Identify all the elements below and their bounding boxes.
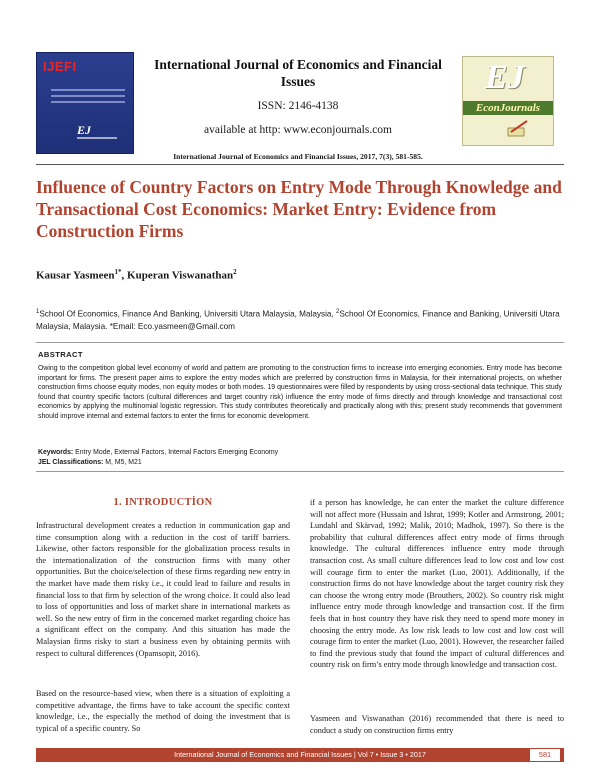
body-paragraph: Based on the resource-based view, when there is a situation of exploiting a competitive advantage, the firms have to take account the specific context knowledge, i.e., the especially the method of doing the investment that is typical of a specific country. So [36, 689, 290, 733]
body-paragraph: Infrastructural development creates a reduction in communication gap and time consumption along with a reduction in the cost of tariff barriers. Likewise, other factors responsible for the globalization process results in the internationalization of the construction firms with many other opportunities. But the choice/selection of these firms regarding new entry in the market have made them risky i.e., it could lead to failure and results in financial loss to that firm by selection of the wrong choice. It could also lead to loss of opportunities and loss of market share in international markets as well. So the new entry of firm in the concerned market regarding choice has a significant effect on the company. And this situation has made the Malaysian firms risky to start a business even by obtaining permits with respect to cultural differences (Opamsopit, 2016). [36, 521, 290, 658]
cover-logo-text: IJEFI [43, 59, 77, 74]
affiliations [36, 306, 564, 333]
journal-title: International Journal of Economics and Financial Issues [154, 57, 442, 89]
body-paragraph: if a person has knowledge, he can enter the market the culture difference will not affect more (Hussain and Ishrat, 1999; Kotler and Armstrong, 2001; Lundahl and Skärvad, 1992; Malik, 2010; Madhok, 1997). So there is the probability that cultural differences affect entry mode of firms through knowledge. The cultural differences influence entry mode through transaction cost. As small culture differences lead to low cost and low cost will courage firm to enter the market (Luo, 2001). Additionally, if the construction firms do not have knowledge about the target country risk they can choose the wrong entry mode (Brouthers, 2002). So country risk might influence entry mode through knowledge and transaction cost. If the firm feels that in host country they have risk they need to spend more money in choosing the entry mode. As low risk leads to low cost and low cost will courage firm to enter the market (Luo, 2001). However, the researcher failed to find the previous study that found the impact of cultural differences and country risk on firm’s entry mode through knowledge and transaction cost. [310, 498, 564, 670]
header-divider [36, 164, 564, 165]
cover-decoration [51, 101, 125, 103]
ej-logo-letters: EJ [485, 59, 525, 96]
keywords-label: Keywords: [38, 449, 74, 456]
cover-decoration [51, 89, 125, 91]
author-name: Kausar Yasmeen [36, 269, 115, 282]
jel-line [38, 458, 562, 468]
journal-cover-logo [36, 52, 134, 154]
abstract-text: Owing to the competition global level economy of world and pattern are promoting to the construction firms to increase into emerging economies. Entry mode has become important for firms. The present paper aims to explore the entry modes which are preferred by construction firms in Malaysia, for their international projects, on whether construction firms choose equity modes, non equity modes or both modes. 19 questionnaires were filled by respondents by using cross-sectional data technique. This study found that country specific factors (cultural differences and target country risk) influence the entry mode of firms directly and through knowledge and transactional cost economics by applying the multinomial logistic regression. This study contributes theoretically and practically along with this; present study recommends that government should improve internal and external factors to enter the firms for economic development. [38, 365, 562, 420]
section-heading: 1. INTRODUCTİON [113, 497, 213, 508]
author-list: Kausar Yasmeen$^{1*}$, Kuperan Viswanathan$^2$ [36, 268, 237, 282]
issn: ISSN: 2146-4138 [257, 100, 339, 112]
affiliation-text: School Of Economics, Finance and Banking, Universiti Utara Malaysia, Malaysia. *Email: Eco.yasmeen@Gmail.com [36, 309, 560, 331]
keywords-line [38, 448, 562, 458]
paper-title: Influence of Country Factors on Entry Mode Through Knowledge and Transactional Cost Economics: Market Entry: Evidence from Construction Firms [36, 177, 562, 241]
cover-decoration [77, 137, 117, 139]
cover-logo-caption: EJ [77, 123, 92, 137]
cover-decoration [51, 95, 125, 97]
citation-line: International Journal of Economics and Financial Issues, 2017, 7(3), 581-585. [173, 152, 423, 161]
page-number: 581 [530, 749, 560, 761]
ej-logo-wordmark: EconJournals [475, 102, 541, 114]
journal-url[interactable]: available at http: www.econjournals.com [204, 124, 392, 136]
abstract-heading: ABSTRACT [38, 350, 83, 359]
econjournals-logo [462, 56, 554, 146]
author-marker: 2 [233, 268, 237, 276]
jel-label: JEL Classifications: [38, 459, 104, 466]
body-paragraph: Yasmeen and Viswanathan (2016) recommended that there is need to conduct a study on construction firms entry [310, 714, 564, 735]
affiliation-marker: 2 [336, 309, 340, 315]
pen-icon [507, 119, 529, 137]
footer-text: International Journal of Economics and Financial Issues | Vol 7 • Issue 3 • 2017 [174, 750, 426, 759]
author-name: Kuperan Viswanathan [127, 269, 234, 282]
jel-value: M, M5, M21 [103, 459, 142, 466]
keywords-value: Entry Mode, External Factors, Internal Factors Emerging Economy [73, 449, 279, 456]
affiliation-marker: 1 [36, 309, 40, 315]
affiliation-text: School Of Economics, Finance And Banking, Universiti Utara Malaysia, Malaysia, [39, 309, 337, 319]
author-marker: 1* [114, 268, 122, 276]
